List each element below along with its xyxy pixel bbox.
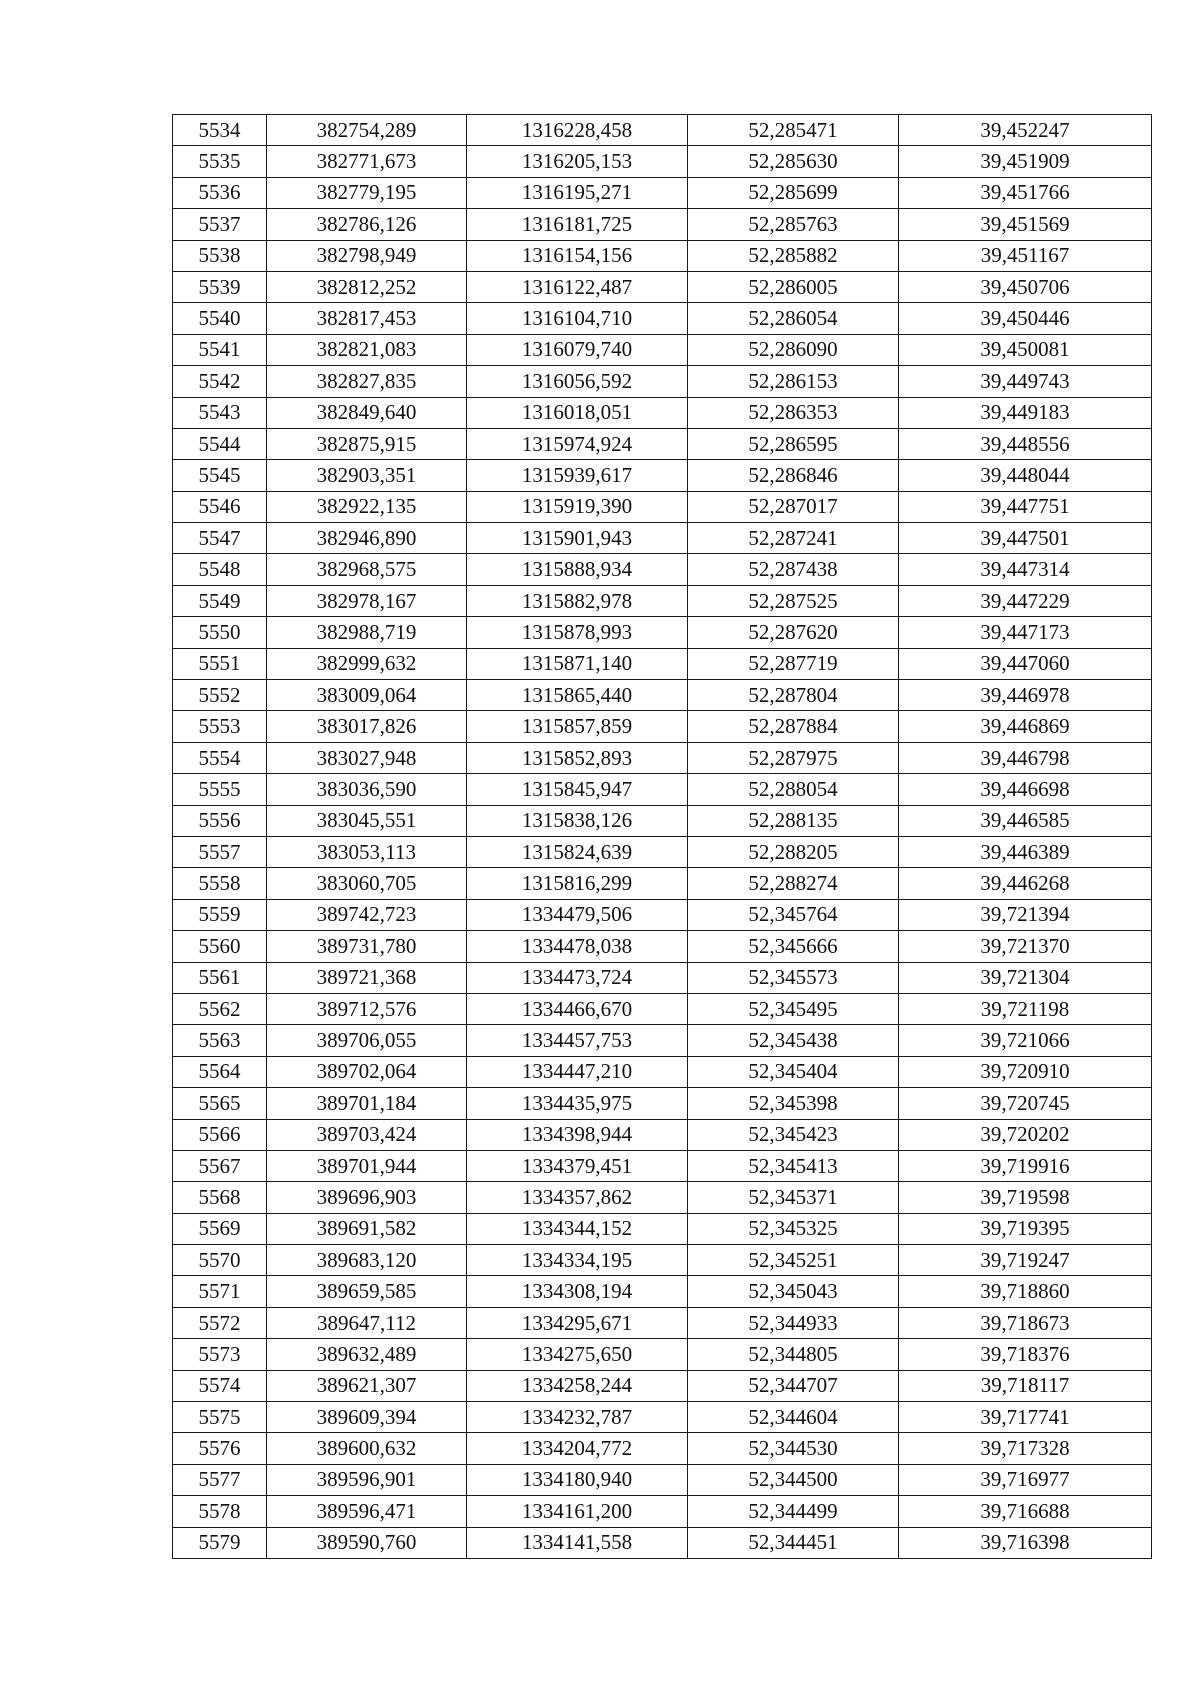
latitude-cell: 52,285471 — [688, 115, 899, 146]
point-number-cell: 5536 — [173, 177, 267, 208]
x-coordinate-cell: 389721,368 — [267, 962, 467, 993]
x-coordinate-cell: 389647,112 — [267, 1307, 467, 1338]
latitude-cell: 52,286595 — [688, 428, 899, 459]
x-coordinate-cell: 382922,135 — [267, 491, 467, 522]
point-number-cell: 5579 — [173, 1527, 267, 1558]
y-coordinate-cell: 1334141,558 — [467, 1527, 688, 1558]
longitude-cell: 39,721304 — [899, 962, 1152, 993]
table-row — [173, 1025, 1152, 1056]
x-coordinate-cell: 383060,705 — [267, 868, 467, 899]
point-number-cell: 5546 — [173, 491, 267, 522]
table-row — [173, 1182, 1152, 1213]
latitude-cell: 52,288135 — [688, 805, 899, 836]
longitude-cell: 39,718376 — [899, 1339, 1152, 1370]
table-row — [173, 868, 1152, 899]
point-number-cell: 5545 — [173, 460, 267, 491]
latitude-cell: 52,287975 — [688, 742, 899, 773]
table-row — [173, 680, 1152, 711]
table-row — [173, 1245, 1152, 1276]
y-coordinate-cell: 1315852,893 — [467, 742, 688, 773]
y-coordinate-cell: 1315857,859 — [467, 711, 688, 742]
x-coordinate-cell: 389731,780 — [267, 931, 467, 962]
x-coordinate-cell: 383045,551 — [267, 805, 467, 836]
y-coordinate-cell: 1334473,724 — [467, 962, 688, 993]
y-coordinate-cell: 1334308,194 — [467, 1276, 688, 1307]
point-number-cell: 5569 — [173, 1213, 267, 1244]
longitude-cell: 39,448556 — [899, 428, 1152, 459]
point-number-cell: 5565 — [173, 1088, 267, 1119]
y-coordinate-cell: 1316056,592 — [467, 366, 688, 397]
longitude-cell: 39,446869 — [899, 711, 1152, 742]
y-coordinate-cell: 1316195,271 — [467, 177, 688, 208]
point-number-cell: 5578 — [173, 1496, 267, 1527]
y-coordinate-cell: 1334466,670 — [467, 993, 688, 1024]
longitude-cell: 39,447229 — [899, 585, 1152, 616]
longitude-cell: 39,716688 — [899, 1496, 1152, 1527]
longitude-cell: 39,450446 — [899, 303, 1152, 334]
x-coordinate-cell: 389701,184 — [267, 1088, 467, 1119]
x-coordinate-cell: 389596,471 — [267, 1496, 467, 1527]
x-coordinate-cell: 382798,949 — [267, 240, 467, 271]
longitude-cell: 39,450081 — [899, 334, 1152, 365]
table-row — [173, 209, 1152, 240]
latitude-cell: 52,288054 — [688, 774, 899, 805]
x-coordinate-cell: 389600,632 — [267, 1433, 467, 1464]
longitude-cell: 39,450706 — [899, 271, 1152, 302]
longitude-cell: 39,451167 — [899, 240, 1152, 271]
point-number-cell: 5535 — [173, 146, 267, 177]
x-coordinate-cell: 383009,064 — [267, 680, 467, 711]
y-coordinate-cell: 1316205,153 — [467, 146, 688, 177]
x-coordinate-cell: 389691,582 — [267, 1213, 467, 1244]
longitude-cell: 39,718673 — [899, 1307, 1152, 1338]
latitude-cell: 52,285630 — [688, 146, 899, 177]
table-row — [173, 177, 1152, 208]
latitude-cell: 52,344499 — [688, 1496, 899, 1527]
point-number-cell: 5556 — [173, 805, 267, 836]
y-coordinate-cell: 1334258,244 — [467, 1370, 688, 1401]
x-coordinate-cell: 382779,195 — [267, 177, 467, 208]
longitude-cell: 39,720745 — [899, 1088, 1152, 1119]
point-number-cell: 5564 — [173, 1056, 267, 1087]
point-number-cell: 5550 — [173, 617, 267, 648]
y-coordinate-cell: 1316154,156 — [467, 240, 688, 271]
coordinates-table — [172, 114, 1152, 1559]
table-row — [173, 428, 1152, 459]
longitude-cell: 39,721394 — [899, 899, 1152, 930]
point-number-cell: 5559 — [173, 899, 267, 930]
latitude-cell: 52,345438 — [688, 1025, 899, 1056]
y-coordinate-cell: 1315878,993 — [467, 617, 688, 648]
x-coordinate-cell: 389742,723 — [267, 899, 467, 930]
table-row — [173, 585, 1152, 616]
x-coordinate-cell: 383027,948 — [267, 742, 467, 773]
x-coordinate-cell: 383053,113 — [267, 836, 467, 867]
latitude-cell: 52,286005 — [688, 271, 899, 302]
y-coordinate-cell: 1334180,940 — [467, 1464, 688, 1495]
x-coordinate-cell: 382946,890 — [267, 523, 467, 554]
latitude-cell: 52,345251 — [688, 1245, 899, 1276]
longitude-cell: 39,451909 — [899, 146, 1152, 177]
table-row — [173, 1339, 1152, 1370]
y-coordinate-cell: 1315838,126 — [467, 805, 688, 836]
y-coordinate-cell: 1334447,210 — [467, 1056, 688, 1087]
latitude-cell: 52,345398 — [688, 1088, 899, 1119]
x-coordinate-cell: 389683,120 — [267, 1245, 467, 1276]
longitude-cell: 39,451766 — [899, 177, 1152, 208]
point-number-cell: 5554 — [173, 742, 267, 773]
latitude-cell: 52,344933 — [688, 1307, 899, 1338]
table-row — [173, 1402, 1152, 1433]
point-number-cell: 5537 — [173, 209, 267, 240]
table-row — [173, 648, 1152, 679]
x-coordinate-cell: 382968,575 — [267, 554, 467, 585]
point-number-cell: 5541 — [173, 334, 267, 365]
x-coordinate-cell: 389590,760 — [267, 1527, 467, 1558]
table-row — [173, 1119, 1152, 1150]
y-coordinate-cell: 1315824,639 — [467, 836, 688, 867]
x-coordinate-cell: 389596,901 — [267, 1464, 467, 1495]
x-coordinate-cell: 389706,055 — [267, 1025, 467, 1056]
coordinates-table-body — [173, 115, 1152, 1559]
y-coordinate-cell: 1315974,924 — [467, 428, 688, 459]
y-coordinate-cell: 1316181,725 — [467, 209, 688, 240]
table-row — [173, 240, 1152, 271]
y-coordinate-cell: 1315901,943 — [467, 523, 688, 554]
table-row — [173, 460, 1152, 491]
point-number-cell: 5534 — [173, 115, 267, 146]
table-row — [173, 271, 1152, 302]
longitude-cell: 39,719247 — [899, 1245, 1152, 1276]
latitude-cell: 52,345764 — [688, 899, 899, 930]
latitude-cell: 52,344707 — [688, 1370, 899, 1401]
x-coordinate-cell: 382821,083 — [267, 334, 467, 365]
y-coordinate-cell: 1334479,506 — [467, 899, 688, 930]
x-coordinate-cell: 382827,835 — [267, 366, 467, 397]
table-row — [173, 334, 1152, 365]
table-row — [173, 1496, 1152, 1527]
longitude-cell: 39,719395 — [899, 1213, 1152, 1244]
point-number-cell: 5551 — [173, 648, 267, 679]
longitude-cell: 39,446798 — [899, 742, 1152, 773]
longitude-cell: 39,719916 — [899, 1150, 1152, 1181]
point-number-cell: 5571 — [173, 1276, 267, 1307]
table-row — [173, 303, 1152, 334]
longitude-cell: 39,446389 — [899, 836, 1152, 867]
longitude-cell: 39,447751 — [899, 491, 1152, 522]
point-number-cell: 5539 — [173, 271, 267, 302]
longitude-cell: 39,446268 — [899, 868, 1152, 899]
latitude-cell: 52,286846 — [688, 460, 899, 491]
y-coordinate-cell: 1334344,152 — [467, 1213, 688, 1244]
longitude-cell: 39,447060 — [899, 648, 1152, 679]
x-coordinate-cell: 382988,719 — [267, 617, 467, 648]
latitude-cell: 52,285882 — [688, 240, 899, 271]
table-row — [173, 523, 1152, 554]
latitude-cell: 52,344805 — [688, 1339, 899, 1370]
table-row — [173, 836, 1152, 867]
table-row — [173, 491, 1152, 522]
latitude-cell: 52,287620 — [688, 617, 899, 648]
longitude-cell: 39,717741 — [899, 1402, 1152, 1433]
y-coordinate-cell: 1315939,617 — [467, 460, 688, 491]
point-number-cell: 5542 — [173, 366, 267, 397]
longitude-cell: 39,446978 — [899, 680, 1152, 711]
point-number-cell: 5572 — [173, 1307, 267, 1338]
table-row — [173, 742, 1152, 773]
y-coordinate-cell: 1316122,487 — [467, 271, 688, 302]
y-coordinate-cell: 1316228,458 — [467, 115, 688, 146]
point-number-cell: 5549 — [173, 585, 267, 616]
point-number-cell: 5561 — [173, 962, 267, 993]
y-coordinate-cell: 1334435,975 — [467, 1088, 688, 1119]
longitude-cell: 39,447173 — [899, 617, 1152, 648]
x-coordinate-cell: 389609,394 — [267, 1402, 467, 1433]
x-coordinate-cell: 389696,903 — [267, 1182, 467, 1213]
point-number-cell: 5538 — [173, 240, 267, 271]
table-row — [173, 1150, 1152, 1181]
latitude-cell: 52,345404 — [688, 1056, 899, 1087]
table-row — [173, 1370, 1152, 1401]
longitude-cell: 39,716398 — [899, 1527, 1152, 1558]
table-row — [173, 1056, 1152, 1087]
point-number-cell: 5573 — [173, 1339, 267, 1370]
x-coordinate-cell: 382771,673 — [267, 146, 467, 177]
point-number-cell: 5563 — [173, 1025, 267, 1056]
y-coordinate-cell: 1334379,451 — [467, 1150, 688, 1181]
x-coordinate-cell: 389632,489 — [267, 1339, 467, 1370]
point-number-cell: 5570 — [173, 1245, 267, 1276]
y-coordinate-cell: 1334161,200 — [467, 1496, 688, 1527]
latitude-cell: 52,288274 — [688, 868, 899, 899]
x-coordinate-cell: 382903,351 — [267, 460, 467, 491]
longitude-cell: 39,449743 — [899, 366, 1152, 397]
point-number-cell: 5547 — [173, 523, 267, 554]
latitude-cell: 52,287804 — [688, 680, 899, 711]
longitude-cell: 39,451569 — [899, 209, 1152, 240]
table-row — [173, 554, 1152, 585]
table-row — [173, 899, 1152, 930]
latitude-cell: 52,287438 — [688, 554, 899, 585]
latitude-cell: 52,344500 — [688, 1464, 899, 1495]
longitude-cell: 39,447314 — [899, 554, 1152, 585]
table-row — [173, 366, 1152, 397]
longitude-cell: 39,448044 — [899, 460, 1152, 491]
table-row — [173, 931, 1152, 962]
point-number-cell: 5574 — [173, 1370, 267, 1401]
x-coordinate-cell: 389621,307 — [267, 1370, 467, 1401]
longitude-cell: 39,720202 — [899, 1119, 1152, 1150]
latitude-cell: 52,287719 — [688, 648, 899, 679]
y-coordinate-cell: 1315871,140 — [467, 648, 688, 679]
table-row — [173, 711, 1152, 742]
point-number-cell: 5557 — [173, 836, 267, 867]
y-coordinate-cell: 1334275,650 — [467, 1339, 688, 1370]
y-coordinate-cell: 1334357,862 — [467, 1182, 688, 1213]
latitude-cell: 52,344530 — [688, 1433, 899, 1464]
latitude-cell: 52,286090 — [688, 334, 899, 365]
table-row — [173, 1213, 1152, 1244]
table-row — [173, 962, 1152, 993]
point-number-cell: 5566 — [173, 1119, 267, 1150]
latitude-cell: 52,286153 — [688, 366, 899, 397]
y-coordinate-cell: 1316079,740 — [467, 334, 688, 365]
x-coordinate-cell: 389701,944 — [267, 1150, 467, 1181]
table-row — [173, 1307, 1152, 1338]
longitude-cell: 39,717328 — [899, 1433, 1152, 1464]
table-row — [173, 1464, 1152, 1495]
latitude-cell: 52,287525 — [688, 585, 899, 616]
x-coordinate-cell: 383017,826 — [267, 711, 467, 742]
table-row — [173, 1433, 1152, 1464]
latitude-cell: 52,285763 — [688, 209, 899, 240]
point-number-cell: 5576 — [173, 1433, 267, 1464]
latitude-cell: 52,345325 — [688, 1213, 899, 1244]
point-number-cell: 5575 — [173, 1402, 267, 1433]
y-coordinate-cell: 1315882,978 — [467, 585, 688, 616]
point-number-cell: 5553 — [173, 711, 267, 742]
y-coordinate-cell: 1334398,944 — [467, 1119, 688, 1150]
latitude-cell: 52,287017 — [688, 491, 899, 522]
y-coordinate-cell: 1334478,038 — [467, 931, 688, 962]
point-number-cell: 5552 — [173, 680, 267, 711]
longitude-cell: 39,446585 — [899, 805, 1152, 836]
longitude-cell: 39,718860 — [899, 1276, 1152, 1307]
longitude-cell: 39,447501 — [899, 523, 1152, 554]
latitude-cell: 52,285699 — [688, 177, 899, 208]
longitude-cell: 39,716977 — [899, 1464, 1152, 1495]
longitude-cell: 39,721198 — [899, 993, 1152, 1024]
latitude-cell: 52,345573 — [688, 962, 899, 993]
latitude-cell: 52,287884 — [688, 711, 899, 742]
point-number-cell: 5558 — [173, 868, 267, 899]
table-row — [173, 805, 1152, 836]
y-coordinate-cell: 1315919,390 — [467, 491, 688, 522]
point-number-cell: 5548 — [173, 554, 267, 585]
table-row — [173, 993, 1152, 1024]
point-number-cell: 5568 — [173, 1182, 267, 1213]
x-coordinate-cell: 382849,640 — [267, 397, 467, 428]
x-coordinate-cell: 383036,590 — [267, 774, 467, 805]
x-coordinate-cell: 389702,064 — [267, 1056, 467, 1087]
latitude-cell: 52,345666 — [688, 931, 899, 962]
y-coordinate-cell: 1334334,195 — [467, 1245, 688, 1276]
x-coordinate-cell: 389659,585 — [267, 1276, 467, 1307]
longitude-cell: 39,446698 — [899, 774, 1152, 805]
y-coordinate-cell: 1315845,947 — [467, 774, 688, 805]
y-coordinate-cell: 1315865,440 — [467, 680, 688, 711]
latitude-cell: 52,345413 — [688, 1150, 899, 1181]
table-row — [173, 1276, 1152, 1307]
point-number-cell: 5543 — [173, 397, 267, 428]
latitude-cell: 52,345423 — [688, 1119, 899, 1150]
point-number-cell: 5567 — [173, 1150, 267, 1181]
x-coordinate-cell: 389712,576 — [267, 993, 467, 1024]
longitude-cell: 39,449183 — [899, 397, 1152, 428]
longitude-cell: 39,452247 — [899, 115, 1152, 146]
latitude-cell: 52,288205 — [688, 836, 899, 867]
y-coordinate-cell: 1334295,671 — [467, 1307, 688, 1338]
longitude-cell: 39,721370 — [899, 931, 1152, 962]
latitude-cell: 52,345371 — [688, 1182, 899, 1213]
table-row — [173, 115, 1152, 146]
y-coordinate-cell: 1315816,299 — [467, 868, 688, 899]
table-row — [173, 1088, 1152, 1119]
x-coordinate-cell: 382875,915 — [267, 428, 467, 459]
longitude-cell: 39,719598 — [899, 1182, 1152, 1213]
longitude-cell: 39,720910 — [899, 1056, 1152, 1087]
point-number-cell: 5560 — [173, 931, 267, 962]
point-number-cell: 5544 — [173, 428, 267, 459]
y-coordinate-cell: 1316018,051 — [467, 397, 688, 428]
point-number-cell: 5577 — [173, 1464, 267, 1495]
longitude-cell: 39,718117 — [899, 1370, 1152, 1401]
x-coordinate-cell: 382754,289 — [267, 115, 467, 146]
table-row — [173, 397, 1152, 428]
latitude-cell: 52,344451 — [688, 1527, 899, 1558]
y-coordinate-cell: 1334457,753 — [467, 1025, 688, 1056]
latitude-cell: 52,286353 — [688, 397, 899, 428]
x-coordinate-cell: 382812,252 — [267, 271, 467, 302]
table-row — [173, 146, 1152, 177]
point-number-cell: 5540 — [173, 303, 267, 334]
latitude-cell: 52,344604 — [688, 1402, 899, 1433]
x-coordinate-cell: 382786,126 — [267, 209, 467, 240]
point-number-cell: 5555 — [173, 774, 267, 805]
y-coordinate-cell: 1316104,710 — [467, 303, 688, 334]
y-coordinate-cell: 1334204,772 — [467, 1433, 688, 1464]
table-row — [173, 617, 1152, 648]
x-coordinate-cell: 382999,632 — [267, 648, 467, 679]
latitude-cell: 52,287241 — [688, 523, 899, 554]
point-number-cell: 5562 — [173, 993, 267, 1024]
longitude-cell: 39,721066 — [899, 1025, 1152, 1056]
x-coordinate-cell: 389703,424 — [267, 1119, 467, 1150]
latitude-cell: 52,286054 — [688, 303, 899, 334]
latitude-cell: 52,345495 — [688, 993, 899, 1024]
y-coordinate-cell: 1315888,934 — [467, 554, 688, 585]
table-row — [173, 774, 1152, 805]
x-coordinate-cell: 382817,453 — [267, 303, 467, 334]
x-coordinate-cell: 382978,167 — [267, 585, 467, 616]
latitude-cell: 52,345043 — [688, 1276, 899, 1307]
y-coordinate-cell: 1334232,787 — [467, 1402, 688, 1433]
table-row — [173, 1527, 1152, 1558]
